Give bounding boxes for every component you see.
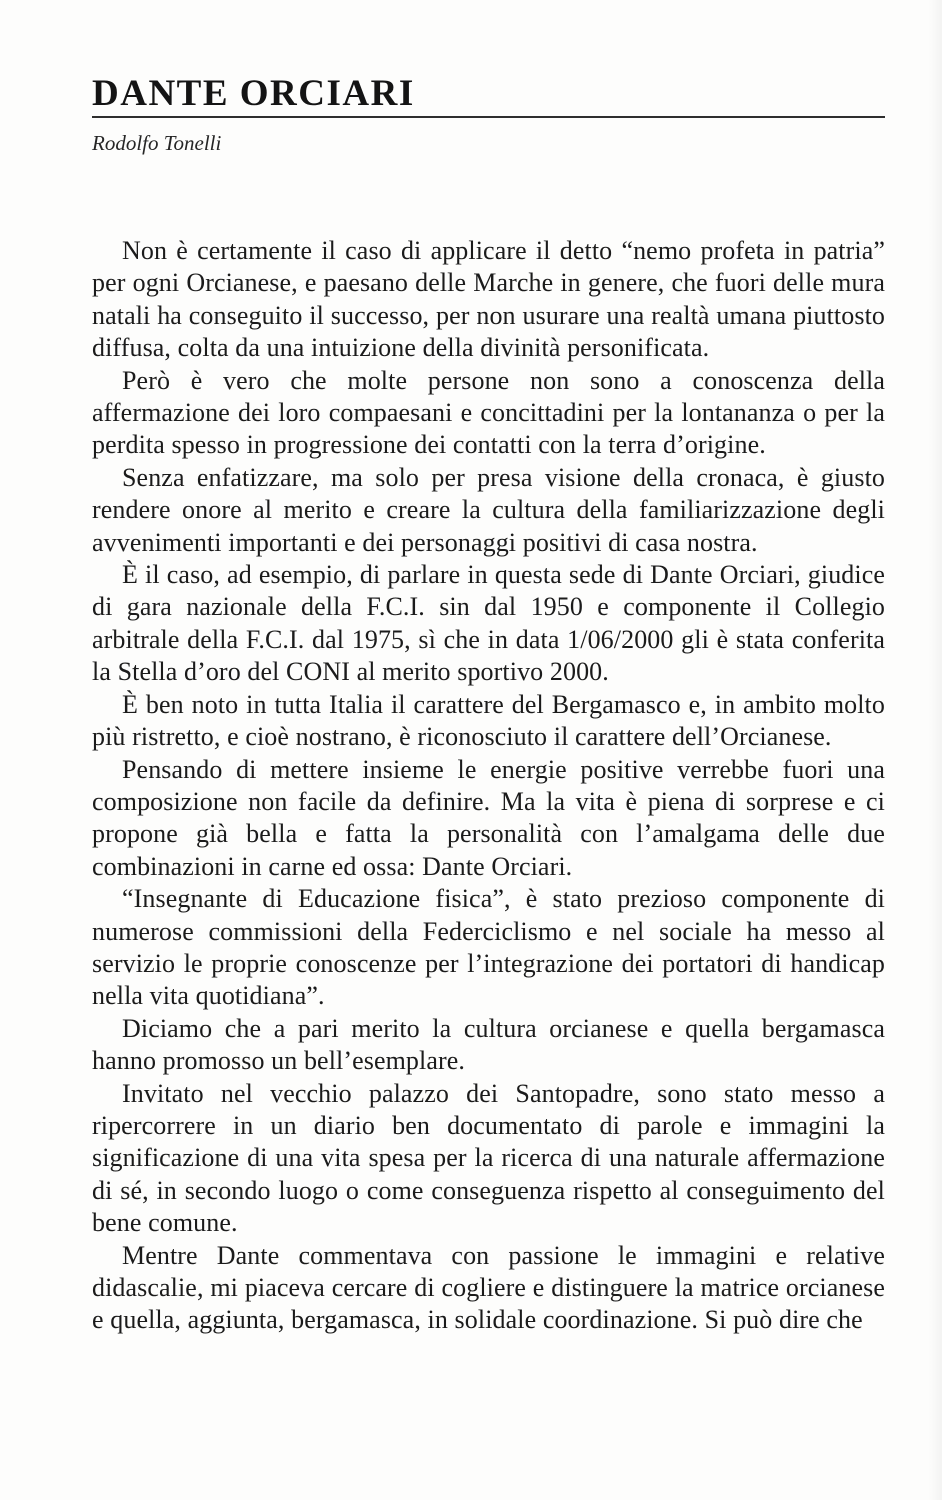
page-title: DANTE ORCIARI <box>92 73 415 114</box>
paragraph: Mentre Dante commentava con passione le immagini e relative didascalie, mi piaceva cercare di cogliere e distinguere la matrice orcianese e quella, aggiunta, bergamasca, in solidale coordinazione. Si può dire che <box>92 1240 885 1335</box>
article-body <box>92 235 885 1337</box>
article-header <box>92 74 885 156</box>
paragraph: Invitato nel vecchio palazzo dei Santopadre, sono stato messo a ripercorrere in un diario ben documentato di parole e immagini la significazione di una vita spesa per la ricerca di una naturale affermazione di sé, in secondo luogo o come conseguenza rispetto al conseguimento del bene comune. <box>92 1078 885 1238</box>
paragraph: Pensando di mettere insieme le energie positive verrebbe fuori una composizione non facile da definire. Ma la vita è piena di sorprese e ci propone già bella e fatta la personalità con l’amalgama delle due combinazioni in carne ed ossa: Dante Orciari. <box>92 754 885 881</box>
paragraph: Senza enfatizzare, ma solo per presa visione della cronaca, è giusto rendere onore al merito e creare la cultura della familiarizzazione degli avvenimenti importanti e dei personaggi positivi di casa nostra. <box>92 462 885 557</box>
paragraph: Però è vero che molte persone non sono a conoscenza della affermazione dei loro compaesani e concittadini per la lontananza o per la perdita spesso in progressione dei contatti con la terra d’origine. <box>92 365 885 460</box>
page-content <box>92 74 885 1337</box>
paragraph: Diciamo che a pari merito la cultura orcianese e quella bergamasca hanno promosso un bell’esemplare. <box>92 1013 885 1076</box>
title-rule <box>92 116 885 118</box>
paragraph: Non è certamente il caso di applicare il detto “nemo profeta in patria” per ogni Orcianese, e paesano delle Marche in genere, che fuori delle mura natali ha conseguito il successo, per non usurare una realtà umana piuttosto diffusa, colta da una intuizione della divinità personificata. <box>92 236 885 363</box>
paragraph: “Insegnante di Educazione fisica”, è stato prezioso componente di numerose commissioni della Federciclismo e nel sociale ha messo al servizio le proprie conoscenze per l’integrazione dei portatori di handicap nella vita quotidiana”. <box>92 884 885 1011</box>
paragraph: È ben noto in tutta Italia il carattere del Bergamasco e, in ambito molto più ristretto, e cioè nostrano, è riconosciuto il carattere dell’Orcianese. <box>92 689 885 752</box>
paragraph: È il caso, ad esempio, di parlare in questa sede di Dante Orciari, giudice di gara nazionale della F.C.I. sin dal 1950 e componente il Collegio arbitrale della F.C.I. dal 1975, sì che in data 1/06/2000 gli è stata conferita la Stella d’oro del CONI al merito sportivo 2000. <box>92 560 885 687</box>
author-byline: Rodolfo Tonelli <box>92 131 222 155</box>
